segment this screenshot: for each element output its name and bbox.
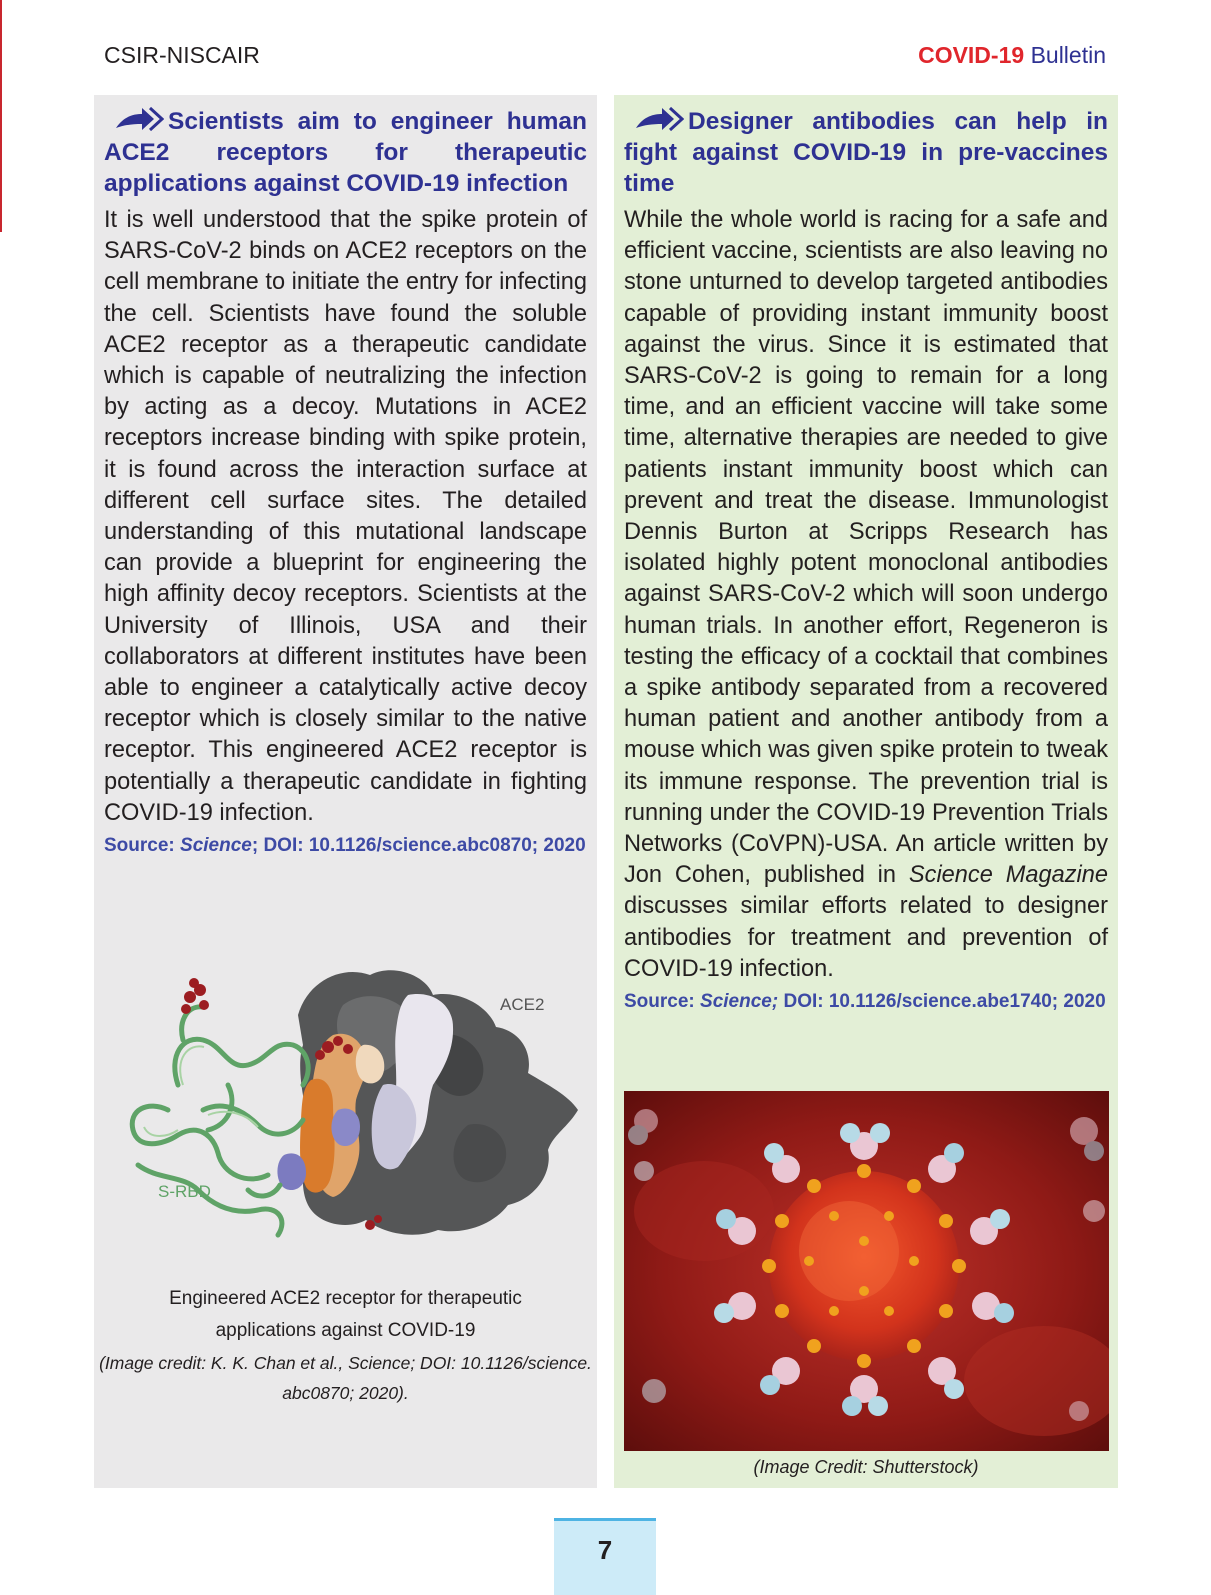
left-figure-credit-line1: (Image credit: K. K. Chan et al., Science; DOI: 10.1126/science. (99, 1353, 592, 1373)
right-article-title-text: Designer antibodies can help in fight against COVID-19 in pre-vaccines time (624, 108, 1108, 197)
header-bulletin-word: Bulletin (1030, 42, 1106, 68)
left-article-title-text: Scientists aim to engineer human ACE2 receptors for therapeutic applications against COVID-19 infection (104, 108, 587, 197)
left-article-panel (94, 95, 597, 1488)
figure-label-ace2: ACE2 (500, 995, 545, 1014)
right-article-source (624, 987, 1108, 1017)
double-arrow-right-icon (114, 106, 164, 132)
left-article-source (104, 831, 587, 861)
left-figure-caption-line2: applications against COVID-19 (215, 1320, 476, 1341)
right-source-label: Source: (624, 991, 695, 1013)
header-bulletin (918, 42, 1106, 69)
left-source-doi: ; DOI: 10.1126/science.abc0870; 2020 (251, 835, 586, 857)
ace2-receptor-structure-image (108, 935, 582, 1265)
right-source-doi: DOI: 10.1126/science.abe1740; 2020 (783, 991, 1106, 1013)
header-covid19: COVID-19 (918, 42, 1025, 68)
left-source-journal: Science (180, 835, 252, 857)
antibodies-virus-image (624, 1091, 1109, 1451)
right-figure-credit: (Image Credit: Shutterstock) (753, 1457, 979, 1477)
left-article-title (104, 106, 587, 199)
page-edge-marker (0, 0, 2, 232)
left-source-label: Source: (104, 835, 175, 857)
right-body-part2: discusses similar efforts related to designer antibodies for treatment and prevention of COVID-19 infection. (624, 893, 1108, 982)
header-org: CSIR-NISCAIR (104, 42, 260, 68)
double-arrow-right-icon (634, 106, 684, 132)
left-figure-credit-line2: abc0870; 2020). (282, 1383, 409, 1403)
right-body-italic: Science Magazine (908, 862, 1108, 889)
left-article-body: It is well understood that the spike protein of SARS-CoV-2 binds on ACE2 receptors on the cell membrane to initiate the entry for infecting the cell. Scientists have found the soluble ACE2 receptor as a therapeutic candidate which is capable of neutralizing the infection by acting as a decoy. Mutations in ACE2 receptors increase binding with spike protein, it is found across the interaction surface at different cell surface sites. The detailed understanding of this mutational landscape can provide a blueprint for engineering the high affinity decoy receptors. Scientists at the University of Illinois, USA and their collaborators at different institutes have been able to engineer a catalytically active decoy receptor which is closely similar to the native receptor. This engineered ACE2 receptor is potentially a therapeutic candidate in fighting COVID-19 infection. (104, 207, 587, 826)
left-figure-caption-line1: Engineered ACE2 receptor for therapeutic (169, 1288, 522, 1309)
figure-label-srbd: S-RBD (158, 1182, 211, 1201)
right-article-title (624, 106, 1108, 199)
right-body-part1: While the whole world is racing for a safe and efficient vaccine, scientists are also leaving no stone unturned to develop targeted antibodies capable of providing instant immunity boost against the virus. Since it is estimated that SARS-CoV-2 is going to remain for a long time, and an efficient vaccine will take some time, alternative therapies are needed to give patients instant immunity boost which can prevent and treat the disease. Immunologist Dennis Burton at Scripps Research has isolated highly potent monoclonal antibodies against SARS-CoV-2 which will soon undergo human trials. In another effort, Regeneron is testing the efficacy of a cocktail that combines a spike antibody separated from a recovered human patient and another antibody from a mouse which was given spike protein to tweak its immune response. The prevention trial is running under the COVID-19 Prevention Trials Networks (CoVPN)-USA. An article written by Jon Cohen, published in (624, 207, 1108, 889)
right-source-journal: Science; (700, 991, 779, 1013)
right-article-panel (614, 95, 1118, 1488)
right-article-body (624, 205, 1108, 985)
page-number: 7 (554, 1518, 656, 1595)
